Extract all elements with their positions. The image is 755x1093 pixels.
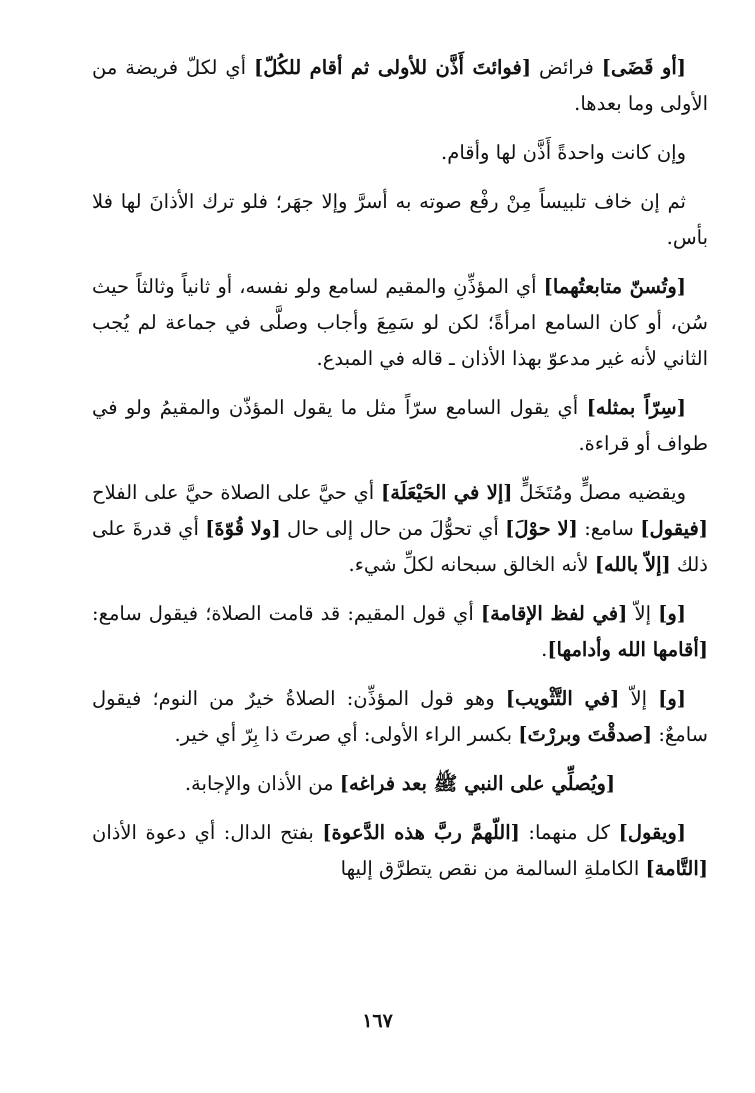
- body-text: أي لكلّ فريضة من الأولى وما بعدها.: [92, 56, 708, 115]
- body-text: فرائض: [531, 56, 602, 79]
- body-text: من الأذان والإجابة.: [184, 772, 340, 795]
- paragraph: [92, 596, 708, 668]
- paragraph: [92, 50, 708, 122]
- body-text: كل منهما:: [519, 821, 619, 844]
- bold-term: [أو قَضَى]: [601, 56, 686, 79]
- bold-term: [إلا في الحَيْعَلَة]: [381, 481, 513, 504]
- bold-term: [سِرّاً بمثله]: [586, 396, 686, 419]
- page-number: ١٦٧: [362, 1010, 393, 1032]
- body-text: ويقضيه مصلٍّ ومُتَخَلٍّ: [512, 481, 687, 504]
- paragraph: [92, 269, 708, 377]
- body-text: سامع:: [577, 517, 641, 540]
- body-text: .: [541, 638, 548, 661]
- body-text: الكاملةِ السالمة من نقص يتطرَّق إليها: [340, 857, 646, 880]
- bold-term: [اللّهمَّ ربَّ هذه الدَّعوة]: [322, 821, 520, 844]
- bold-term: [في لفظ الإقامة]: [480, 602, 628, 625]
- paragraph: [92, 681, 708, 753]
- bold-term: [في التَّثْويب]: [505, 687, 620, 710]
- bold-term: [لا حوْلَ]: [505, 517, 578, 540]
- body-text: لأنه الخالق سبحانه لكلِّ شيء.: [348, 553, 595, 576]
- bold-term: [إلاّ بالله]: [594, 553, 671, 576]
- bold-term: [و]: [658, 687, 687, 710]
- bold-term: [أقامها الله وأدامها]: [547, 638, 708, 661]
- body-text: إلاّ: [619, 687, 659, 710]
- body-text: وهو قول المؤذِّن: الصلاةُ خيرٌ من النوم؛ فيقول سامعٌ:: [92, 687, 708, 746]
- bold-term: [ولا قُوّةَ]: [205, 517, 281, 540]
- body-text: بكسر الراء الأولى: أي صرتَ ذا بِرّ أي خير.: [174, 723, 519, 746]
- paragraph: [92, 766, 708, 802]
- bold-term: [صدقْتَ وبررْتَ]: [518, 723, 653, 746]
- body-text: وإن كانت واحدةً أَذَّن لها وأقام.: [441, 141, 686, 164]
- bold-term: [وتُسنّ متابعتُهما]: [543, 275, 686, 298]
- body-text: إلاّ: [627, 602, 659, 625]
- paragraph: [92, 390, 708, 462]
- bold-term: [فوائتَ أَذَّن للأولى ثم أقام للكُلّ]: [253, 56, 532, 79]
- body-text: ثم إن خاف تلبيساً مِنْ رفْع صوته به أسرَّ وإلا جهَر؛ فلو ترك الأذانَ لها فلا بأس.: [92, 190, 708, 249]
- bold-term: [ويقول]: [618, 821, 686, 844]
- bold-term: [ويُصلِّي على النبي ﷺ بعد فراغه]: [339, 772, 616, 795]
- body-text: أي المؤذِّنِ والمقيم لسامع ولو نفسه، أو ثانياً وثالثاً حيث سُن، أو كان السامع امرأةً؛ لكن لو سَمِعَ وأجاب وصلَّى في جماعة لم يُجب الثاني لأنه غير مدعوّ بهذا الأذان ـ قاله في المبدع.: [92, 275, 708, 370]
- paragraph: [92, 135, 708, 171]
- bold-term: [و]: [658, 602, 687, 625]
- bold-term: [التَّامة]: [645, 857, 708, 880]
- body-text: أي تحوُّلَ من حال إلى حال: [280, 517, 506, 540]
- body-text: أي حيَّ على الصلاة حيَّ على الفلاح: [92, 481, 382, 504]
- paragraph: [92, 184, 708, 256]
- body-text: أي قدرةَ على ذلك: [92, 517, 708, 576]
- page-body: [92, 50, 708, 900]
- body-text: أي قول المقيم: قد قامت الصلاة؛ فيقول سامع:: [92, 602, 481, 625]
- paragraph: [92, 815, 708, 887]
- paragraph: [92, 475, 708, 583]
- body-text: بفتح الدال: أي دعوة الأذان: [92, 821, 323, 844]
- body-text: أي يقول السامع سرّاً مثل ما يقول المؤذّن والمقيمُ ولو في طواف أو قراءة.: [92, 396, 708, 455]
- bold-term: [فيقول]: [640, 517, 708, 540]
